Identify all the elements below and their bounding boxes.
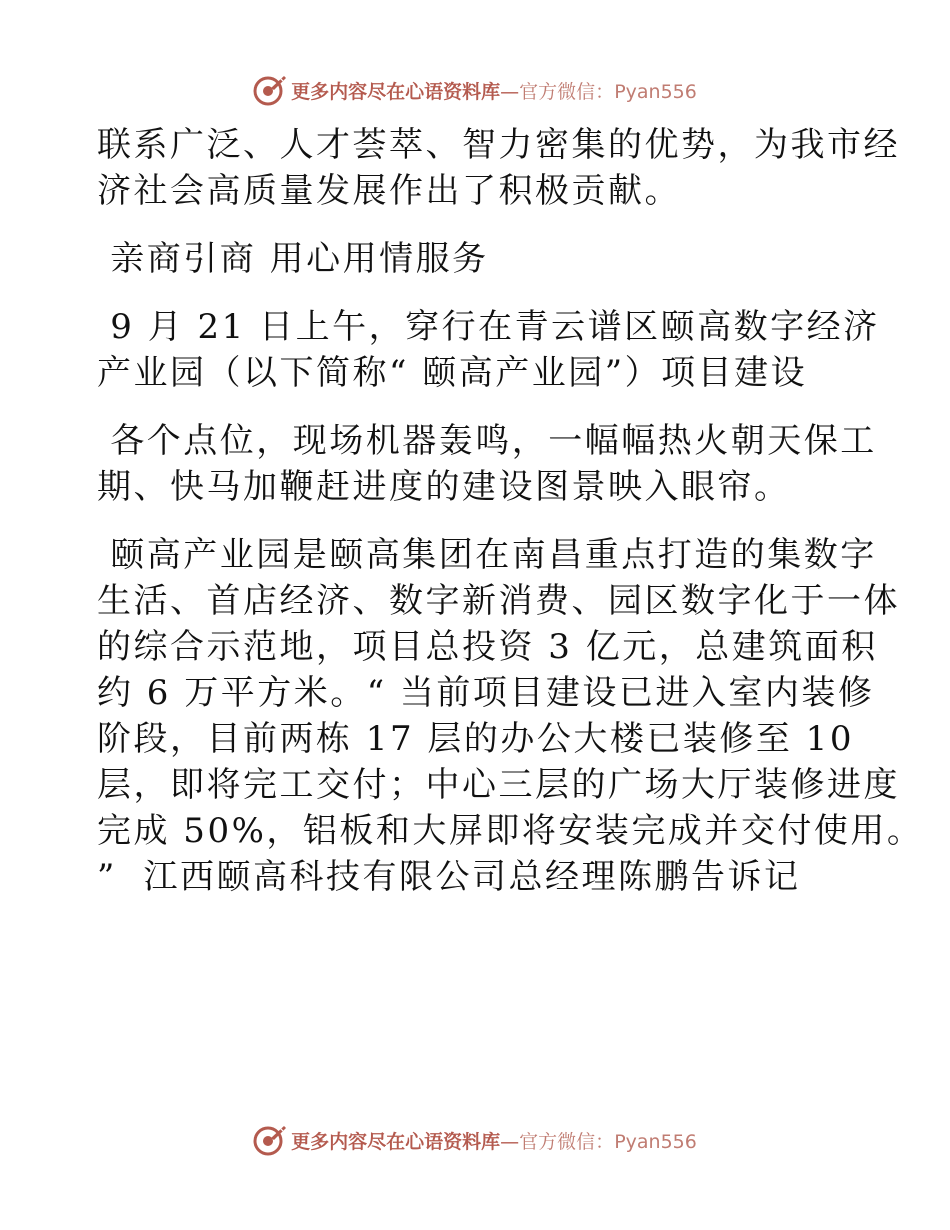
- text-line: 的综合示范地，项目总投资 3 亿元，总建筑面积: [97, 627, 878, 667]
- watermark-separator: —: [500, 1130, 520, 1153]
- text-line: 济社会高质量发展作出了积极贡献。: [97, 171, 681, 211]
- header-watermark: [0, 70, 950, 110]
- text-line: 各个点位，现场机器轰鸣，一幅幅热火朝天保工: [97, 421, 877, 461]
- text-line: 完成 50%，铝板和大屏即将安装完成并交付使用。: [97, 811, 924, 851]
- paragraph: [97, 304, 880, 396]
- text-line: 颐高产业园是颐高集团在南昌重点打造的集数字: [97, 535, 877, 575]
- text-line: 亲商引商 用心用情服务: [97, 239, 489, 279]
- watermark-wechat-label: 官方微信：: [519, 1130, 615, 1153]
- section-heading: [97, 236, 857, 282]
- watermark-site: 更多内容尽在心语资料库: [291, 80, 501, 103]
- watermark-wechat-label: 官方微信：: [519, 80, 615, 103]
- paragraph: [97, 122, 900, 214]
- watermark-wechat-id: Pyan556: [614, 80, 697, 103]
- paragraph: [97, 532, 924, 900]
- footer-watermark: [0, 1120, 950, 1160]
- pen-logo-icon: [253, 1123, 287, 1157]
- watermark-text: [291, 1127, 697, 1154]
- pen-logo-icon: [253, 73, 287, 107]
- text-line: 联系广泛、人才荟萃、智力密集的优势，为我市经: [97, 125, 900, 165]
- text-line: 阶段，目前两栋 17 层的办公大楼已装修至 10: [97, 719, 854, 759]
- text-line: 产业园（以下简称“ 颐高产业园”）项目建设: [97, 353, 808, 393]
- watermark-separator: —: [500, 80, 520, 103]
- text-line: 层，即将完工交付；中心三层的广场大厅装修进度: [97, 765, 900, 805]
- watermark-text: [291, 77, 697, 104]
- text-line: ” 江西颐高科技有限公司总经理陈鹏告诉记: [97, 857, 801, 897]
- text-line: 生活、首店经济、数字新消费、园区数字化于一体: [97, 581, 900, 621]
- paragraph: [97, 418, 877, 510]
- watermark-site: 更多内容尽在心语资料库: [291, 1130, 501, 1153]
- text-line: 期、快马加鞭赶进度的建设图景映入眼帘。: [97, 467, 791, 507]
- text-line: 约 6 万平方米。“ 当前项目建设已进入室内装修: [97, 673, 875, 713]
- watermark-wechat-id: Pyan556: [614, 1130, 697, 1153]
- document-body: [97, 122, 924, 922]
- text-line: 9 月 21 日上午，穿行在青云谱区颐高数字经济: [97, 307, 880, 347]
